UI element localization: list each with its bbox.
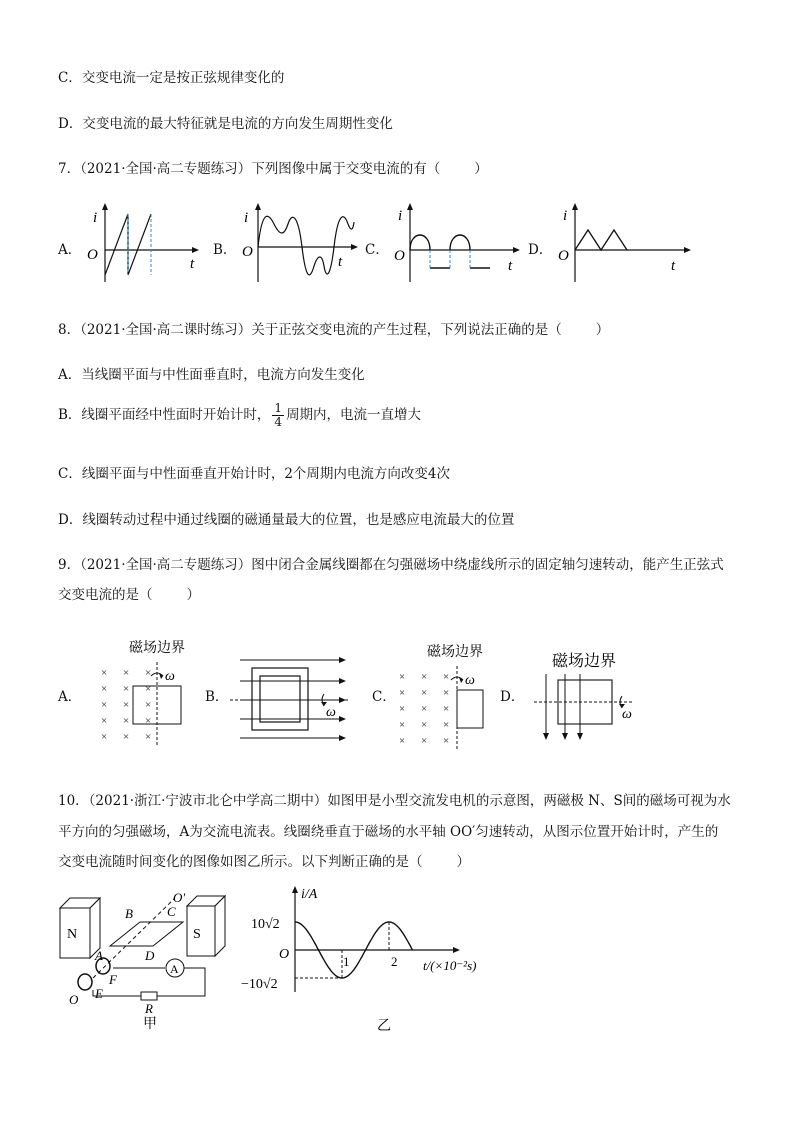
q7-graph-b	[238, 200, 363, 290]
svg-text:×: ×	[421, 687, 428, 699]
q7-label-b: B．	[213, 242, 237, 258]
svg-text:×: ×	[421, 671, 428, 683]
label-b: B	[125, 906, 133, 921]
q8-option-a: A．当线圈平面与中性面垂直时，电流方向发生变化	[58, 367, 365, 383]
svg-text:×: ×	[123, 667, 130, 679]
svg-text:×: ×	[443, 719, 450, 731]
label-r: R	[145, 1001, 153, 1016]
svg-text:×: ×	[145, 731, 152, 743]
q9-figure-d	[530, 648, 650, 748]
q8-option-d: D．线圈转动过程中通过线圈的磁通量最大的位置，也是感应电流最大的位置	[58, 512, 515, 528]
svg-text:×: ×	[421, 703, 428, 715]
svg-text:×: ×	[101, 699, 108, 711]
caption-jia: 甲	[143, 1017, 157, 1030]
q7-label-a: A．	[58, 242, 82, 258]
q10-stem-1: 10．（2021·浙江·宁波市北仑中学高二期中）如图甲是小型交流发电机的示意图，两磁极 N、S间的磁场可视为水	[58, 793, 731, 809]
axis-t: t	[508, 258, 513, 274]
svg-text:×: ×	[421, 735, 428, 747]
y-max-label: 10√2	[251, 917, 280, 932]
svg-text:×: ×	[399, 735, 406, 747]
q9-figure-a	[95, 636, 195, 748]
q7-graph-d	[555, 200, 695, 290]
x-axis-label: t/(×10⁻²s)	[423, 958, 477, 973]
caption-yi: 乙	[377, 1019, 391, 1034]
tick-1: 1	[343, 954, 350, 969]
q10-stem-3: 交变电流随时间变化的图像如图乙所示。以下判断正确的是（ ）	[58, 854, 470, 870]
svg-text:×: ×	[145, 683, 152, 695]
generator-diagram	[55, 880, 255, 1030]
omega: ω	[465, 673, 475, 688]
svg-text:×: ×	[101, 683, 108, 695]
q7-label-c: C．	[365, 242, 389, 258]
q9-label-b: B．	[205, 689, 229, 705]
label-f: F	[109, 972, 117, 987]
q9-label-a: A．	[58, 689, 82, 705]
q7-graph-c	[390, 200, 525, 290]
q9-label-d: D．	[500, 689, 525, 705]
q8-option-b: B．线圈平面经中性面时开始计时， $\frac{1}{4}$ 周期内，电流一直增大	[58, 401, 422, 429]
svg-text:×: ×	[123, 715, 130, 727]
q7-label-d: D．	[528, 242, 553, 258]
svg-text:×: ×	[123, 683, 130, 695]
q9-label-c: C．	[372, 689, 396, 705]
origin-label: O	[279, 947, 290, 962]
q9-figure-b	[230, 650, 355, 750]
axis-i: i	[563, 208, 568, 224]
q10-stem-2: 平方向的匀强磁场，A为交流电流表。线圈绕垂直于磁场的水平轴 OO′匀速转动，从图示位置开始计时，产生的	[58, 824, 719, 840]
omega: ω	[165, 669, 175, 684]
omega: ω	[326, 705, 336, 720]
q7-stem: 7．（2021·全国·高二专题练习）下列图像中属于交变电流的有（ ）	[58, 161, 488, 177]
omega: ω	[622, 707, 632, 722]
ammeter-label: A	[170, 962, 179, 976]
svg-text:×: ×	[145, 667, 152, 679]
q9-stem-2: 交变电流的是（ ）	[58, 587, 200, 603]
svg-text:×: ×	[443, 735, 450, 747]
svg-text:×: ×	[145, 715, 152, 727]
label-a: A	[95, 948, 103, 963]
origin: O	[558, 248, 569, 264]
boundary-label: 磁场边界	[427, 645, 483, 660]
q6-option-d: D．交变电流的最大特征就是电流的方向发生周期性变化	[58, 116, 393, 132]
y-axis-label: i/A	[301, 887, 318, 902]
origin: O	[394, 248, 405, 264]
q9-figure-c	[395, 640, 500, 752]
origin: O	[242, 244, 253, 260]
label-e: E	[95, 986, 103, 1001]
axis-i: i	[398, 208, 403, 224]
svg-text:×: ×	[399, 671, 406, 683]
svg-text:×: ×	[123, 731, 130, 743]
axis-t: t	[671, 258, 676, 274]
q7-graph-a	[85, 200, 205, 290]
svg-text:×: ×	[123, 699, 130, 711]
axis-i: i	[93, 210, 98, 226]
tick-2: 2	[391, 954, 398, 969]
current-time-graph	[235, 880, 485, 1040]
svg-text:×: ×	[399, 719, 406, 731]
svg-text:×: ×	[101, 715, 108, 727]
boundary-label: 磁场边界	[129, 641, 185, 656]
axis-t: t	[338, 254, 343, 270]
pole-n: N	[67, 927, 78, 942]
svg-text:×: ×	[443, 671, 450, 683]
origin: O	[87, 247, 98, 263]
svg-text:×: ×	[145, 699, 152, 711]
q8-stem: 8．（2021·全国·高二课时练习）关于正弦交变电流的产生过程，下列说法正确的是（ ）	[58, 322, 610, 338]
y-min-label: −10√2	[241, 977, 278, 992]
svg-text:×: ×	[399, 703, 406, 715]
q9-stem-1: 9．（2021·全国·高二专题练习）图中闭合金属线圈都在匀强磁场中绕虚线所示的固定轴匀速转动，能产生正弦式	[58, 557, 724, 573]
fraction-quarter: $\frac{1}{4}$	[274, 401, 283, 429]
boundary-label: 磁场边界	[552, 653, 617, 670]
svg-text:×: ×	[421, 719, 428, 731]
svg-text:×: ×	[443, 703, 450, 715]
axis-t: t	[190, 256, 195, 272]
svg-text:×: ×	[101, 731, 108, 743]
svg-text:×: ×	[443, 687, 450, 699]
label-o: O	[69, 992, 79, 1007]
label-d: D	[145, 948, 155, 963]
axis-i: i	[244, 210, 249, 226]
label-c: C	[167, 904, 176, 919]
svg-text:×: ×	[399, 687, 406, 699]
q8-option-c: C．线圈平面与中性面垂直开始计时，2个周期内电流方向改变4次	[58, 466, 451, 482]
pole-s: S	[193, 927, 201, 942]
q6-option-c: C．交变电流一定是按正弦规律变化的	[58, 70, 285, 86]
label-o-prime: O′	[173, 890, 186, 905]
svg-text:×: ×	[101, 667, 108, 679]
